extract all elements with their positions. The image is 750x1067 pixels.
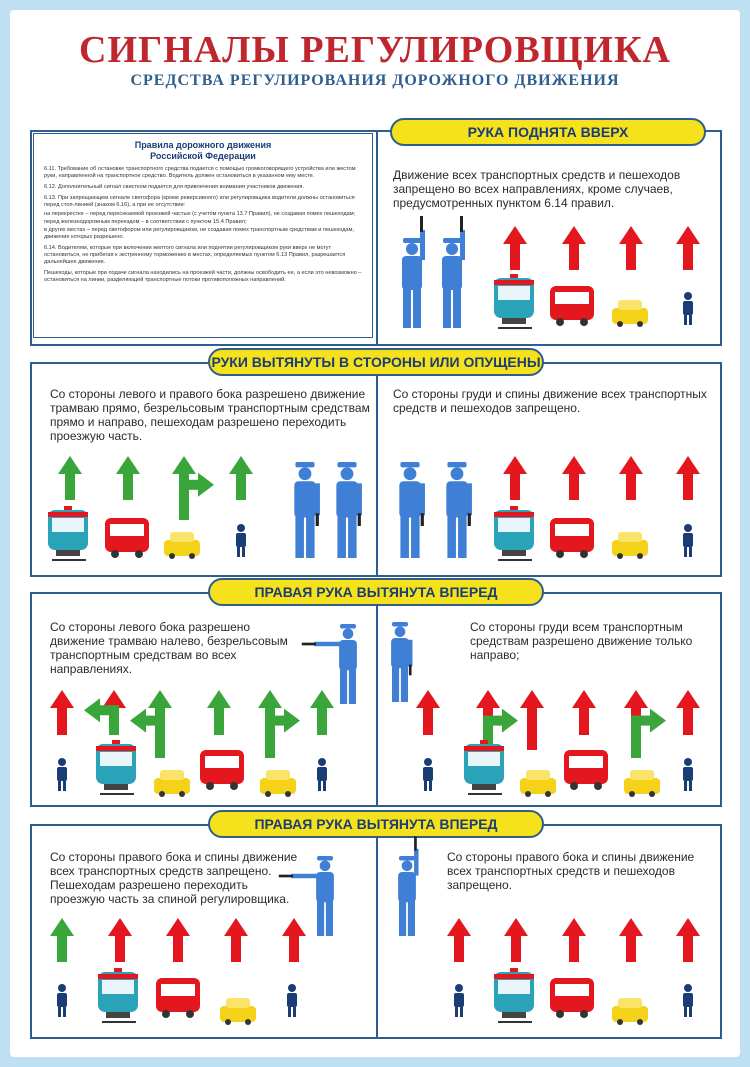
pedestrian-icon: [317, 758, 327, 791]
traffic-officer-icon: [446, 462, 472, 558]
page-title: СИГНАЛЫ РЕГУЛИРОВЩИКА: [79, 29, 671, 71]
pedestrian-icon: [423, 758, 433, 791]
red-arrow-icon: [108, 918, 132, 962]
pedestrian-icon: [57, 984, 67, 1017]
red-arrow-icon: [572, 690, 596, 735]
green-arrow-icon: [207, 690, 231, 735]
red-arrow-icon: [166, 918, 190, 962]
section3-text-left: Со стороны левого бока разрешено движение трамваю налево, безрельсовым транспортным средствам во всех направлениях.: [50, 620, 288, 676]
green-turn-arrow-icon: [265, 709, 300, 758]
traffic-officer-icon: [294, 462, 320, 558]
section2-text-right: Со стороны груди и спины движение всех транспортных средств и пешеходов запрещено.: [393, 387, 707, 415]
green-arrow-icon: [116, 456, 140, 500]
section3-text-right: Со стороны груди всем транспортным средствам разрешено движение только направо;: [470, 620, 693, 662]
car-icon: [164, 532, 200, 559]
red-arrow-icon: [503, 226, 527, 270]
bus-icon: [200, 750, 244, 790]
rules-paragraph: 6.14. Водителям, которые при включении желтого сигнала или поднятии регулировщиком руки вверх не могут остановиться, не прибегая к экстренному торможению в местах, определяемых пунктом 6.13 Правил, разрешается дальнейшее движение.: [44, 245, 346, 265]
section4-banner: ПРАВАЯ РУКА ВЫТЯНУТА ВПЕРЕД: [208, 810, 544, 838]
traffic-officer-icon: [391, 622, 412, 702]
page-subtitle: СРЕДСТВА РЕГУЛИРОВАНИЯ ДОРОЖНОГО ДВИЖЕНИЯ: [130, 72, 620, 89]
section1-banner: РУКА ПОДНЯТА ВВЕРХ: [390, 118, 706, 146]
section1-text: Движение всех транспортных средств и пешеходов запрещено во всех направлениях, кроме случаев, предусмотренных пунктом 6.14 правил.: [393, 168, 681, 210]
red-arrow-icon: [50, 690, 74, 735]
red-arrow-icon: [503, 456, 527, 500]
tram-icon: [98, 968, 138, 1022]
traffic-officer-icon: [279, 856, 334, 936]
traffic-officer-icon: [302, 624, 357, 704]
rules-paragraph: на перекрестке – перед пересекаемой проезжей частью (с учетом пункта 13.7 Правил), не создавая помех пешеходам;: [44, 211, 356, 217]
red-arrow-icon: [676, 456, 700, 500]
car-icon: [612, 532, 648, 559]
car-icon: [624, 770, 660, 797]
traffic-officer-icon: [398, 836, 418, 936]
green-arrow-icon: [229, 456, 253, 500]
rules-paragraph: 6.12. Дополнительный сигнал свистком подается для привлечения внимания участников движения.: [44, 184, 305, 190]
tram-icon: [96, 740, 136, 794]
red-arrow-icon: [619, 456, 643, 500]
section2-banner: РУКИ ВЫТЯНУТЫ В СТОРОНЫ ИЛИ ОПУЩЕНЫ: [208, 348, 544, 376]
tram-icon: [494, 968, 534, 1022]
green-arrow-icon: [58, 456, 82, 500]
bus-icon: [550, 518, 594, 558]
tram-icon: [494, 506, 534, 560]
red-arrow-icon: [282, 918, 306, 962]
car-icon: [520, 770, 556, 797]
rules-paragraph: 6.11. Требование об остановке транспортного средства подается с помощью громкоговорящего устройства или жестом руки, направленной на транспортное средство. Водитель должен остановиться в указанном ему месте.: [44, 166, 356, 179]
pedestrian-icon: [454, 984, 464, 1017]
pedestrian-icon: [683, 524, 693, 557]
red-arrow-icon: [224, 918, 248, 962]
rules-heading-1: Правила дорожного движения: [134, 140, 272, 150]
traffic-officer-icon: [402, 216, 425, 328]
rules-heading-2: Российской Федерации: [150, 151, 256, 161]
section2-text-left: Со стороны левого и правого бока разрешено движение трамваю прямо, безрельсовым транспортным средствам прямо и направо, пешеходам разрешено переходить проезжую часть.: [50, 387, 370, 443]
car-icon: [220, 998, 256, 1025]
red-arrow-icon: [504, 918, 528, 962]
red-arrow-icon: [520, 690, 544, 750]
red-arrow-icon: [619, 226, 643, 270]
red-arrow-icon: [562, 226, 586, 270]
section4-text-right: Со стороны правого бока и спины движение всех транспортных средств и пешеходов запрещено.: [447, 850, 695, 892]
pedestrian-icon: [683, 984, 693, 1017]
car-icon: [154, 770, 190, 797]
rules-paragraph: перед железнодорожным переездом – в соответствии с пунктом 15.4 Правил;: [44, 219, 247, 225]
tram-icon: [48, 506, 88, 560]
bus-icon: [564, 750, 608, 790]
traffic-officer-icon: [399, 462, 425, 558]
red-arrow-icon: [676, 226, 700, 270]
bus-icon: [550, 286, 594, 326]
section4-text-left: Со стороны правого бока и спины движение всех транспортных средств запрещено. Пешеходам разрешено переходить проезжую часть за спиной регулировщика.: [50, 850, 298, 906]
traffic-officer-icon: [336, 462, 362, 558]
car-icon: [260, 770, 296, 797]
section3-banner: ПРАВАЯ РУКА ВЫТЯНУТА ВПЕРЕД: [208, 578, 544, 606]
car-icon: [612, 300, 648, 327]
bus-icon: [156, 978, 200, 1018]
red-arrow-icon: [416, 690, 440, 735]
red-arrow-icon: [619, 918, 643, 962]
green-arrow-icon: [50, 918, 74, 962]
pedestrian-icon: [287, 984, 297, 1017]
pedestrian-icon: [683, 292, 693, 325]
rules-paragraph: 6.13. При запрещающем сигнале светофора (кроме реверсивного) или регулировщика водители должны остановиться перед стоп-линией (знаком 6.16), а при ее отсутствии:: [44, 195, 355, 208]
rules-paragraph: в других местах – перед светофором или регулировщиком, не создавая помех транспортным средствам и пешеходам, движение которых разрешено.: [44, 227, 355, 240]
red-arrow-icon: [562, 456, 586, 500]
red-arrow-icon: [562, 918, 586, 962]
bus-icon: [105, 518, 149, 558]
pedestrian-icon: [236, 524, 246, 557]
pedestrian-icon: [683, 758, 693, 791]
bus-icon: [550, 978, 594, 1018]
green-arrow-icon: [310, 690, 334, 735]
rules-paragraph: Пешеходы, которые при подаче сигнала находились на проезжей части, должны освободить ее, а если это невозможно – остановиться на линии, разделяющей транспортные потоки противоположных направлений.: [44, 270, 362, 283]
green-turn-arrow-icon: [179, 473, 214, 520]
tram-icon: [494, 274, 534, 328]
traffic-officer-icon: [442, 216, 465, 328]
red-arrow-icon: [447, 918, 471, 962]
red-arrow-icon: [676, 690, 700, 735]
car-icon: [612, 998, 648, 1025]
red-arrow-icon: [676, 918, 700, 962]
green-turn-arrow-icon: [631, 709, 666, 758]
tram-icon: [464, 740, 504, 794]
pedestrian-icon: [57, 758, 67, 791]
